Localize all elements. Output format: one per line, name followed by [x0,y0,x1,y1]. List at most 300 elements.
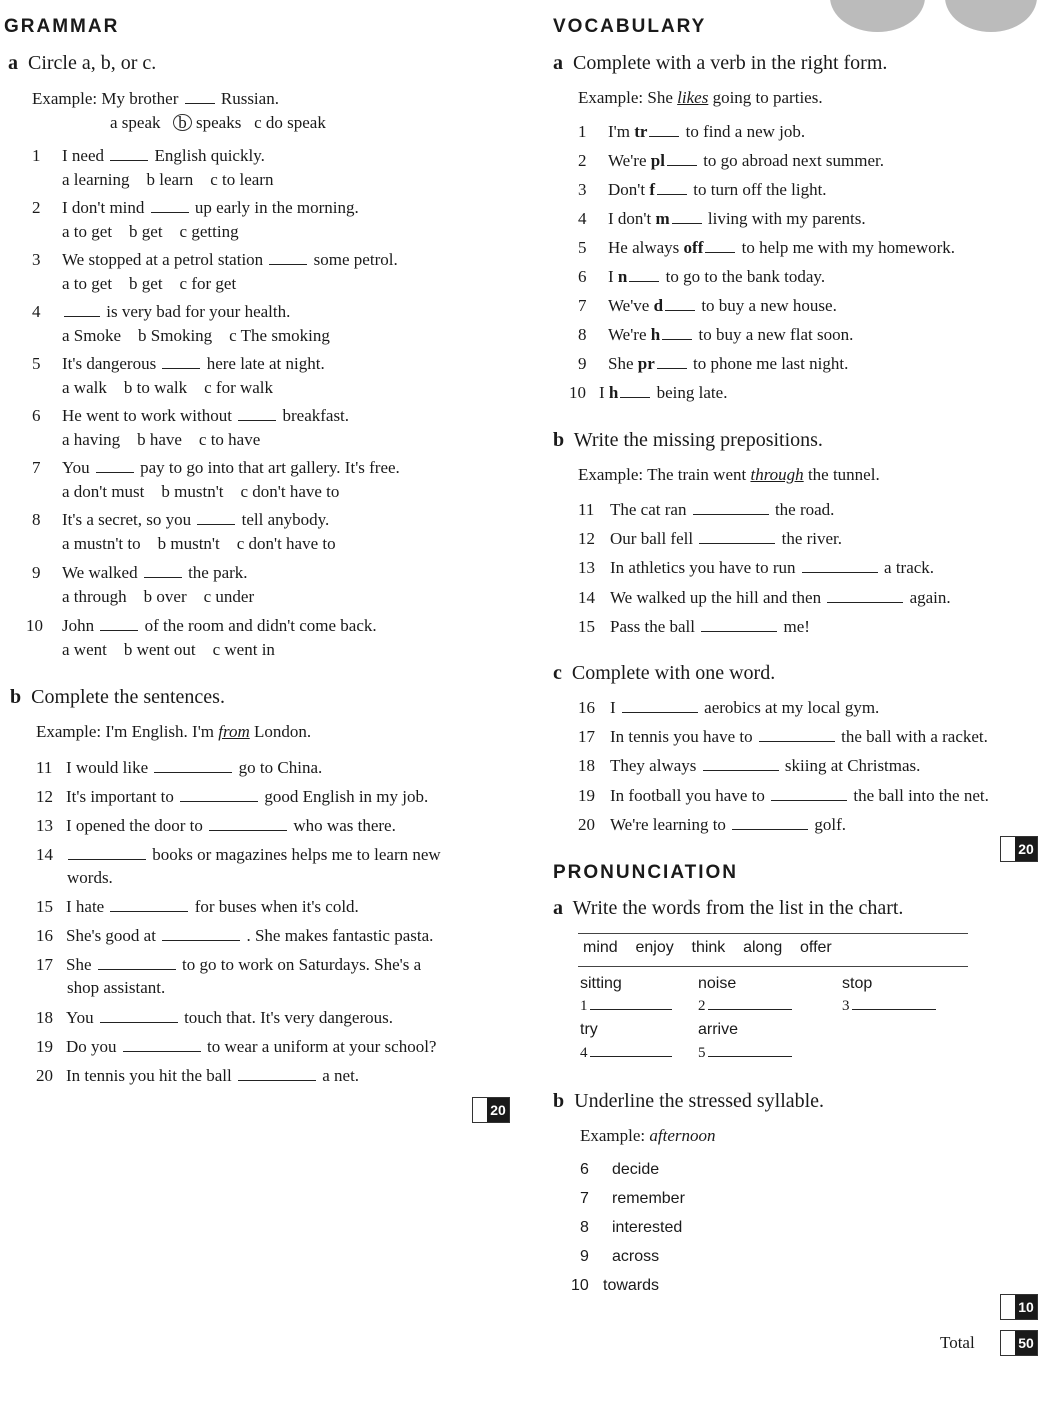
item-number: 13 [36,816,53,835]
divider [578,933,968,934]
item-number: 6 [32,406,41,425]
item-options: a having b have c to have [62,430,261,449]
grammar-score-box[interactable] [472,1097,510,1123]
item-number: 7 [580,1190,589,1207]
vocab-a-heading [553,52,887,75]
section-letter: a [553,897,563,919]
answer-blank[interactable] [209,830,287,831]
score-value: 20 [1015,837,1037,861]
item-text: You [66,1008,94,1027]
pron-b-example [580,1126,716,1146]
stress-word[interactable]: interested [612,1219,683,1236]
item-text: You [62,458,90,477]
item-number: 6 [580,1161,589,1178]
example-text: Example: My brother [32,89,179,108]
item-text: It's dangerous [62,354,157,373]
section-letter: a [8,52,18,74]
item-text: books or magazines helps me to learn new [152,845,441,864]
score-value: 50 [1015,1331,1037,1355]
answer-blank[interactable] [180,801,258,802]
exercise-line [62,640,275,660]
item-text: We're learning to [610,815,726,834]
total-score-box[interactable] [1000,1330,1038,1356]
item-options: a went b went out c went in [62,640,275,659]
item-options: a learning b learn c to learn [62,170,274,189]
item-options: a mustn't to b mustn't c don't have to [62,534,336,553]
item-text: breakfast. [282,406,350,425]
pron-a-heading [553,897,903,920]
grammar-item-5 [32,354,325,374]
item-options: a to get b get c getting [62,222,239,241]
item-text: English quickly. [154,146,265,165]
answer-blank[interactable] [100,1022,178,1023]
item-number: 4 [32,302,41,321]
word-list-item: think [691,939,726,956]
grammar-item-6 [32,406,349,426]
item-text: We're [608,151,651,170]
answer-blank[interactable] [657,194,687,195]
vocab-c-heading [553,662,775,685]
item-text: here late at night. [206,354,325,373]
answer-blank[interactable] [852,1009,936,1010]
pron-item-8 [580,1219,682,1237]
item-text: me! [783,617,810,636]
grammar-item-10 [26,616,377,636]
answer-blank[interactable] [110,160,148,161]
grammar-item-2 [32,198,359,218]
vocab-item-1 [578,122,805,142]
example-options [110,113,326,133]
item-text: who was there. [293,816,396,835]
exercise-line [62,430,260,450]
item-text: Pass the ball [610,617,695,636]
item-number: 2 [32,198,41,217]
item-number: 16 [36,926,53,945]
item-text: to turn off the light. [693,180,827,199]
answer-blank[interactable] [708,1056,792,1057]
item-text: to go abroad next summer. [703,151,885,170]
example-text: Example: I'm English. I'm [36,722,214,741]
item-text: The cat ran [610,500,687,519]
exercise-line [62,326,330,346]
vocabulary-title: VOCABULARY [553,16,707,37]
answer-blank[interactable] [701,631,777,632]
vocab-item-4 [578,209,866,229]
item-text: I don't mind [62,198,145,217]
grammar-item-15 [36,897,359,917]
answer-blank[interactable] [699,543,775,544]
example-text: Example: She [578,88,673,107]
vocab-item-15 [578,617,810,637]
grammar-b-example [36,722,311,742]
item-text: I need [62,146,105,165]
vocab-a-example [578,88,823,108]
item-text: again. [909,588,951,607]
item-text: I hate [66,897,105,916]
item-text: In football you have to [610,786,765,805]
answer-blank[interactable] [162,940,240,941]
grammar-b-heading [10,686,225,709]
section-letter: c [553,662,562,684]
exercise-line [62,482,339,502]
item-text: . She makes fantastic pasta. [246,926,434,945]
item-number: 20 [36,1066,53,1085]
chart-head-1: sitting [580,975,622,992]
chart-cell-5 [698,1045,794,1062]
item-text: It's a secret, so you [62,510,192,529]
exercise-line [62,170,273,190]
answer-blank[interactable] [657,368,687,369]
stress-word[interactable]: towards [603,1277,660,1294]
item-number: 19 [36,1037,53,1056]
cell-number: 2 [698,998,706,1014]
vocabulary-score-box[interactable] [1000,836,1038,862]
item-number: 1 [32,146,41,165]
item-text: golf. [814,815,847,834]
vocab-item-12 [578,529,842,549]
answer-blank[interactable] [590,1056,672,1057]
item-options: a walk b to walk c for walk [62,378,274,397]
item-text: the ball with a racket. [841,727,988,746]
decorative-blob [830,0,925,32]
grammar-item-16 [36,926,433,946]
item-number: 20 [578,815,595,834]
chart-cell-2 [698,998,794,1015]
answer-blank[interactable] [759,741,835,742]
section-letter: b [553,1090,565,1112]
example-answer: likes [677,88,709,107]
item-text: some petrol. [313,250,398,269]
chart-cell-3 [842,998,938,1015]
item-options: a Smoke b Smoking c The smoking [62,326,330,345]
divider [578,966,968,967]
item-text: tell anybody. [241,510,330,529]
vocab-item-16 [578,698,879,718]
item-text: He went to work without [62,406,232,425]
instruction: Complete with a verb in the right form. [573,52,888,74]
item-text: She [608,354,638,373]
item-text: good English in my job. [264,787,429,806]
instruction: Circle a, b, or c. [28,52,157,74]
grammar-item-7 [32,458,400,478]
answer-blank[interactable] [622,712,698,713]
item-text: a net. [322,1066,360,1085]
vocab-item-13 [578,558,934,578]
item-text: We walked up the hill and then [610,588,822,607]
word-list-item: along [743,939,783,956]
item-text: Do you [66,1037,117,1056]
item-number: 1 [578,122,587,141]
item-text: We've [608,296,654,315]
item-text: We walked [62,563,138,582]
item-text: touch that. It's very dangerous. [184,1008,393,1027]
item-text: to help me with my homework. [741,238,956,257]
answer-blank[interactable] [100,630,138,631]
option-b: speaks [196,113,242,132]
pronunciation-score-box[interactable] [1000,1294,1038,1320]
item-text: Our ball fell [610,529,694,548]
item-text: the park. [188,563,248,582]
answer-blank[interactable] [68,859,146,860]
cell-number: 3 [842,998,850,1014]
item-number: 15 [578,617,595,636]
grammar-item-13 [36,816,396,836]
item-text: is very bad for your health. [106,302,291,321]
option-a: a speak [110,113,161,132]
item-text: up early in the morning. [194,198,359,217]
item-text: I don't [608,209,656,228]
answer-blank[interactable] [802,572,878,573]
pron-item-9 [580,1248,659,1266]
item-number: 8 [32,510,41,529]
grammar-title: GRAMMAR [4,16,120,37]
answer-blank[interactable] [705,252,735,253]
answer-blank[interactable] [662,339,692,340]
word-start: off [683,238,704,257]
item-number: 17 [36,955,53,974]
exercise-line [62,534,336,554]
item-text: They always [610,756,697,775]
section-letter: b [553,429,565,451]
grammar-item-1 [32,146,265,166]
word-list [583,939,832,957]
cell-number: 5 [698,1045,706,1061]
item-text: pay to go into that art gallery. It's free. [140,458,400,477]
pron-item-6 [580,1161,659,1179]
item-number: 10 [569,383,586,402]
answer-blank[interactable] [110,911,188,912]
item-text: In tennis you hit the ball [66,1066,232,1085]
answer-blank[interactable] [703,770,779,771]
answer-blank[interactable] [672,223,702,224]
item-text: I would like [66,758,149,777]
answer-blank[interactable] [827,602,903,603]
instruction: Write the words from the list in the chart. [572,897,904,919]
item-number: 6 [578,267,587,286]
item-number: 9 [578,354,587,373]
exercise-line [62,378,273,398]
word-start: pr [637,354,655,373]
word-start: d [653,296,664,315]
pron-item-10 [571,1277,659,1295]
item-number: 3 [32,250,41,269]
word-list-item: enjoy [635,939,674,956]
answer-blank[interactable] [151,212,189,213]
item-number: 18 [578,756,595,775]
word-start: n [617,267,628,286]
item-text: She [66,955,92,974]
item-text: words. [67,868,113,887]
answer-blank[interactable] [269,264,307,265]
section-letter: b [10,686,22,708]
item-number: 5 [32,354,41,373]
item-number: 19 [578,786,595,805]
vocab-item-19 [578,786,989,806]
exercise-line [62,274,236,294]
item-text: I [608,267,618,286]
grammar-item-4 [32,302,290,322]
grammar-item-3 [32,250,398,270]
answer-blank[interactable] [620,397,650,398]
item-text: for buses when it's cold. [194,897,359,916]
exercise-line [67,868,113,888]
example-text: Russian. [220,89,279,108]
answer-blank[interactable] [732,829,808,830]
item-text: to find a new job. [685,122,806,141]
vocab-b-example [578,465,880,485]
item-text: He always [608,238,684,257]
grammar-a-heading [8,52,156,75]
item-text: It's important to [66,787,174,806]
vocab-item-20 [578,815,846,835]
vocab-item-14 [578,588,951,608]
example-answer: through [750,465,804,484]
answer-blank[interactable] [238,1080,316,1081]
item-text: to buy a new house. [701,296,837,315]
example-text: London. [254,722,312,741]
item-number: 7 [578,296,587,315]
stress-word[interactable]: remember [612,1190,685,1207]
item-number: 9 [580,1248,589,1265]
chart-head-5: arrive [698,1021,739,1038]
item-number: 17 [578,727,595,746]
grammar-item-8 [32,510,329,530]
item-text: Don't [608,180,650,199]
grammar-item-17 [36,955,421,975]
item-text: living with my parents. [707,209,866,228]
answer-blank[interactable] [629,281,659,282]
vocab-item-5 [578,238,955,258]
item-text: I [610,698,616,717]
circled-answer: b [173,114,192,131]
item-number: 2 [578,151,587,170]
item-number: 12 [36,787,53,806]
answer-blank[interactable] [667,165,697,166]
word-list-item: mind [583,939,618,956]
item-number: 3 [578,180,587,199]
decorative-blob [945,0,1037,32]
item-text: She's good at [66,926,156,945]
cell-number: 1 [580,998,588,1014]
stress-word[interactable]: decide [612,1161,660,1178]
vocab-item-18 [578,756,920,776]
grammar-item-18 [36,1008,393,1028]
stress-word[interactable]: across [612,1248,660,1265]
answer-blank[interactable] [185,103,215,104]
answer-blank[interactable] [144,577,182,578]
item-text: John [62,616,95,635]
answer-blank[interactable] [64,316,100,317]
answer-blank[interactable] [96,472,134,473]
item-number: 14 [578,588,595,607]
answer-blank[interactable] [649,136,679,137]
chart-head-2: noise [698,975,737,992]
example-word: afternoon [649,1126,716,1145]
item-number: 8 [578,325,587,344]
item-text: shop assistant. [67,978,166,997]
vocab-item-2 [578,151,884,171]
item-number: 14 [36,845,53,864]
item-text: I'm [608,122,635,141]
exercise-line [62,587,254,607]
item-number: 10 [26,616,43,635]
total-label: Total [940,1333,975,1352]
word-start: h [608,383,619,402]
answer-blank[interactable] [771,800,847,801]
item-text: to phone me last night. [693,354,849,373]
answer-blank[interactable] [197,524,235,525]
vocab-item-7 [578,296,837,316]
instruction: Underline the stressed syllable. [574,1090,825,1112]
answer-blank[interactable] [708,1009,792,1010]
score-value: 20 [487,1098,509,1122]
item-text: being late. [656,383,728,402]
item-text: I [599,383,609,402]
score-value: 10 [1015,1295,1037,1319]
vocab-b-heading [553,429,823,452]
grammar-item-19 [36,1037,436,1057]
item-text: to wear a uniform at your school? [207,1037,437,1056]
item-options: a don't must b mustn't c don't have to [62,482,340,501]
grammar-item-9 [32,563,248,583]
item-text: to buy a new flat soon. [698,325,854,344]
item-options: a through b over c under [62,587,255,606]
example-text: Example: [580,1126,646,1145]
answer-blank[interactable] [693,514,769,515]
word-start: tr [634,122,648,141]
cell-number: 4 [580,1045,588,1061]
example-text: going to parties. [712,88,823,107]
chart-head-3: stop [842,975,873,992]
grammar-item-12 [36,787,428,807]
vocab-item-10 [569,383,727,403]
answer-blank[interactable] [590,1009,672,1010]
item-number: 11 [578,500,595,519]
exercise-line [62,222,239,242]
answer-blank[interactable] [154,772,232,773]
vocab-item-6 [578,267,825,287]
word-list-item: offer [800,939,832,956]
item-number: 18 [36,1008,53,1027]
item-text: to go to work on Saturdays. She's a [182,955,422,974]
instruction: Write the missing prepositions. [573,429,823,451]
instruction: Complete the sentences. [31,686,225,708]
exercise-line [67,978,165,998]
item-text: a track. [884,558,935,577]
answer-blank[interactable] [665,310,695,311]
answer-blank[interactable] [238,420,276,421]
chart-head-4: try [580,1021,598,1038]
vocab-item-8 [578,325,853,345]
answer-blank[interactable] [98,969,176,970]
section-letter: a [553,52,563,74]
instruction: Complete with one word. [571,662,776,684]
option-c: c do speak [254,113,326,132]
pronunciation-title: PRONUNCIATION [553,862,739,883]
item-number: 9 [32,563,41,582]
item-text: to go to the bank today. [665,267,826,286]
answer-blank[interactable] [162,368,200,369]
item-text: the road. [774,500,835,519]
item-text: the ball into the net. [853,786,989,805]
answer-blank[interactable] [123,1051,201,1052]
example-answer: from [218,722,250,741]
item-text: We're [608,325,651,344]
chart-cell-4 [580,1045,674,1062]
vocab-item-11 [578,500,834,520]
vocab-item-9 [578,354,848,374]
item-number: 16 [578,698,595,717]
